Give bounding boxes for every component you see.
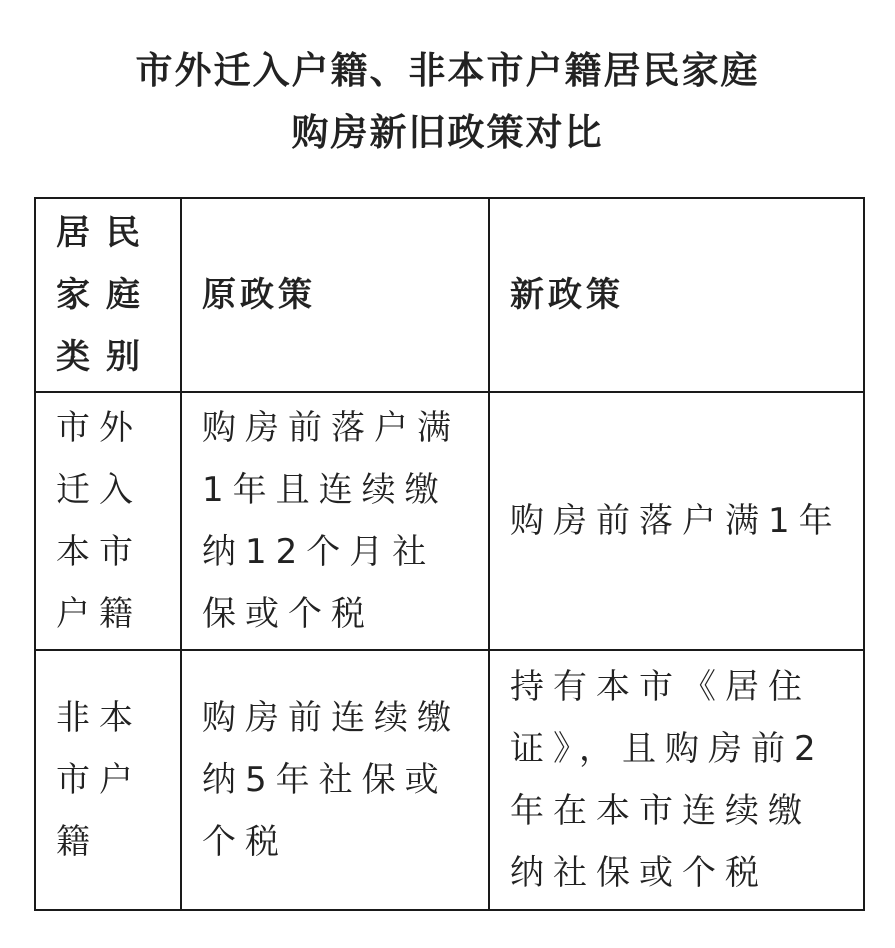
row-category: 市外迁入本市户籍 <box>35 392 181 650</box>
header-new-policy: 新政策 <box>489 198 864 392</box>
title-line-1: 市外迁入户籍、非本市户籍居民家庭 <box>135 49 760 92</box>
row-old-policy: 购房前连续缴纳5年社保或个税 <box>181 650 489 910</box>
row-new-policy: 购房前落户满1年 <box>489 392 864 650</box>
header-old-policy: 原政策 <box>181 198 489 392</box>
row-category: 非本市户籍 <box>35 650 181 910</box>
table-row <box>35 392 864 650</box>
title-line-2: 购房新旧政策对比 <box>291 111 604 154</box>
table-row <box>35 650 864 910</box>
page-title <box>0 40 895 164</box>
row-new-policy: 持有本市《居住证》，且购房前2年在本市连续缴纳社保或个税 <box>489 650 864 910</box>
header-category: 居民家庭类别 <box>35 198 181 392</box>
row-old-policy: 购房前落户满1年且连续缴纳12个月社保或个税 <box>181 392 489 650</box>
policy-comparison-table <box>34 197 865 911</box>
table-header-row <box>35 198 864 392</box>
